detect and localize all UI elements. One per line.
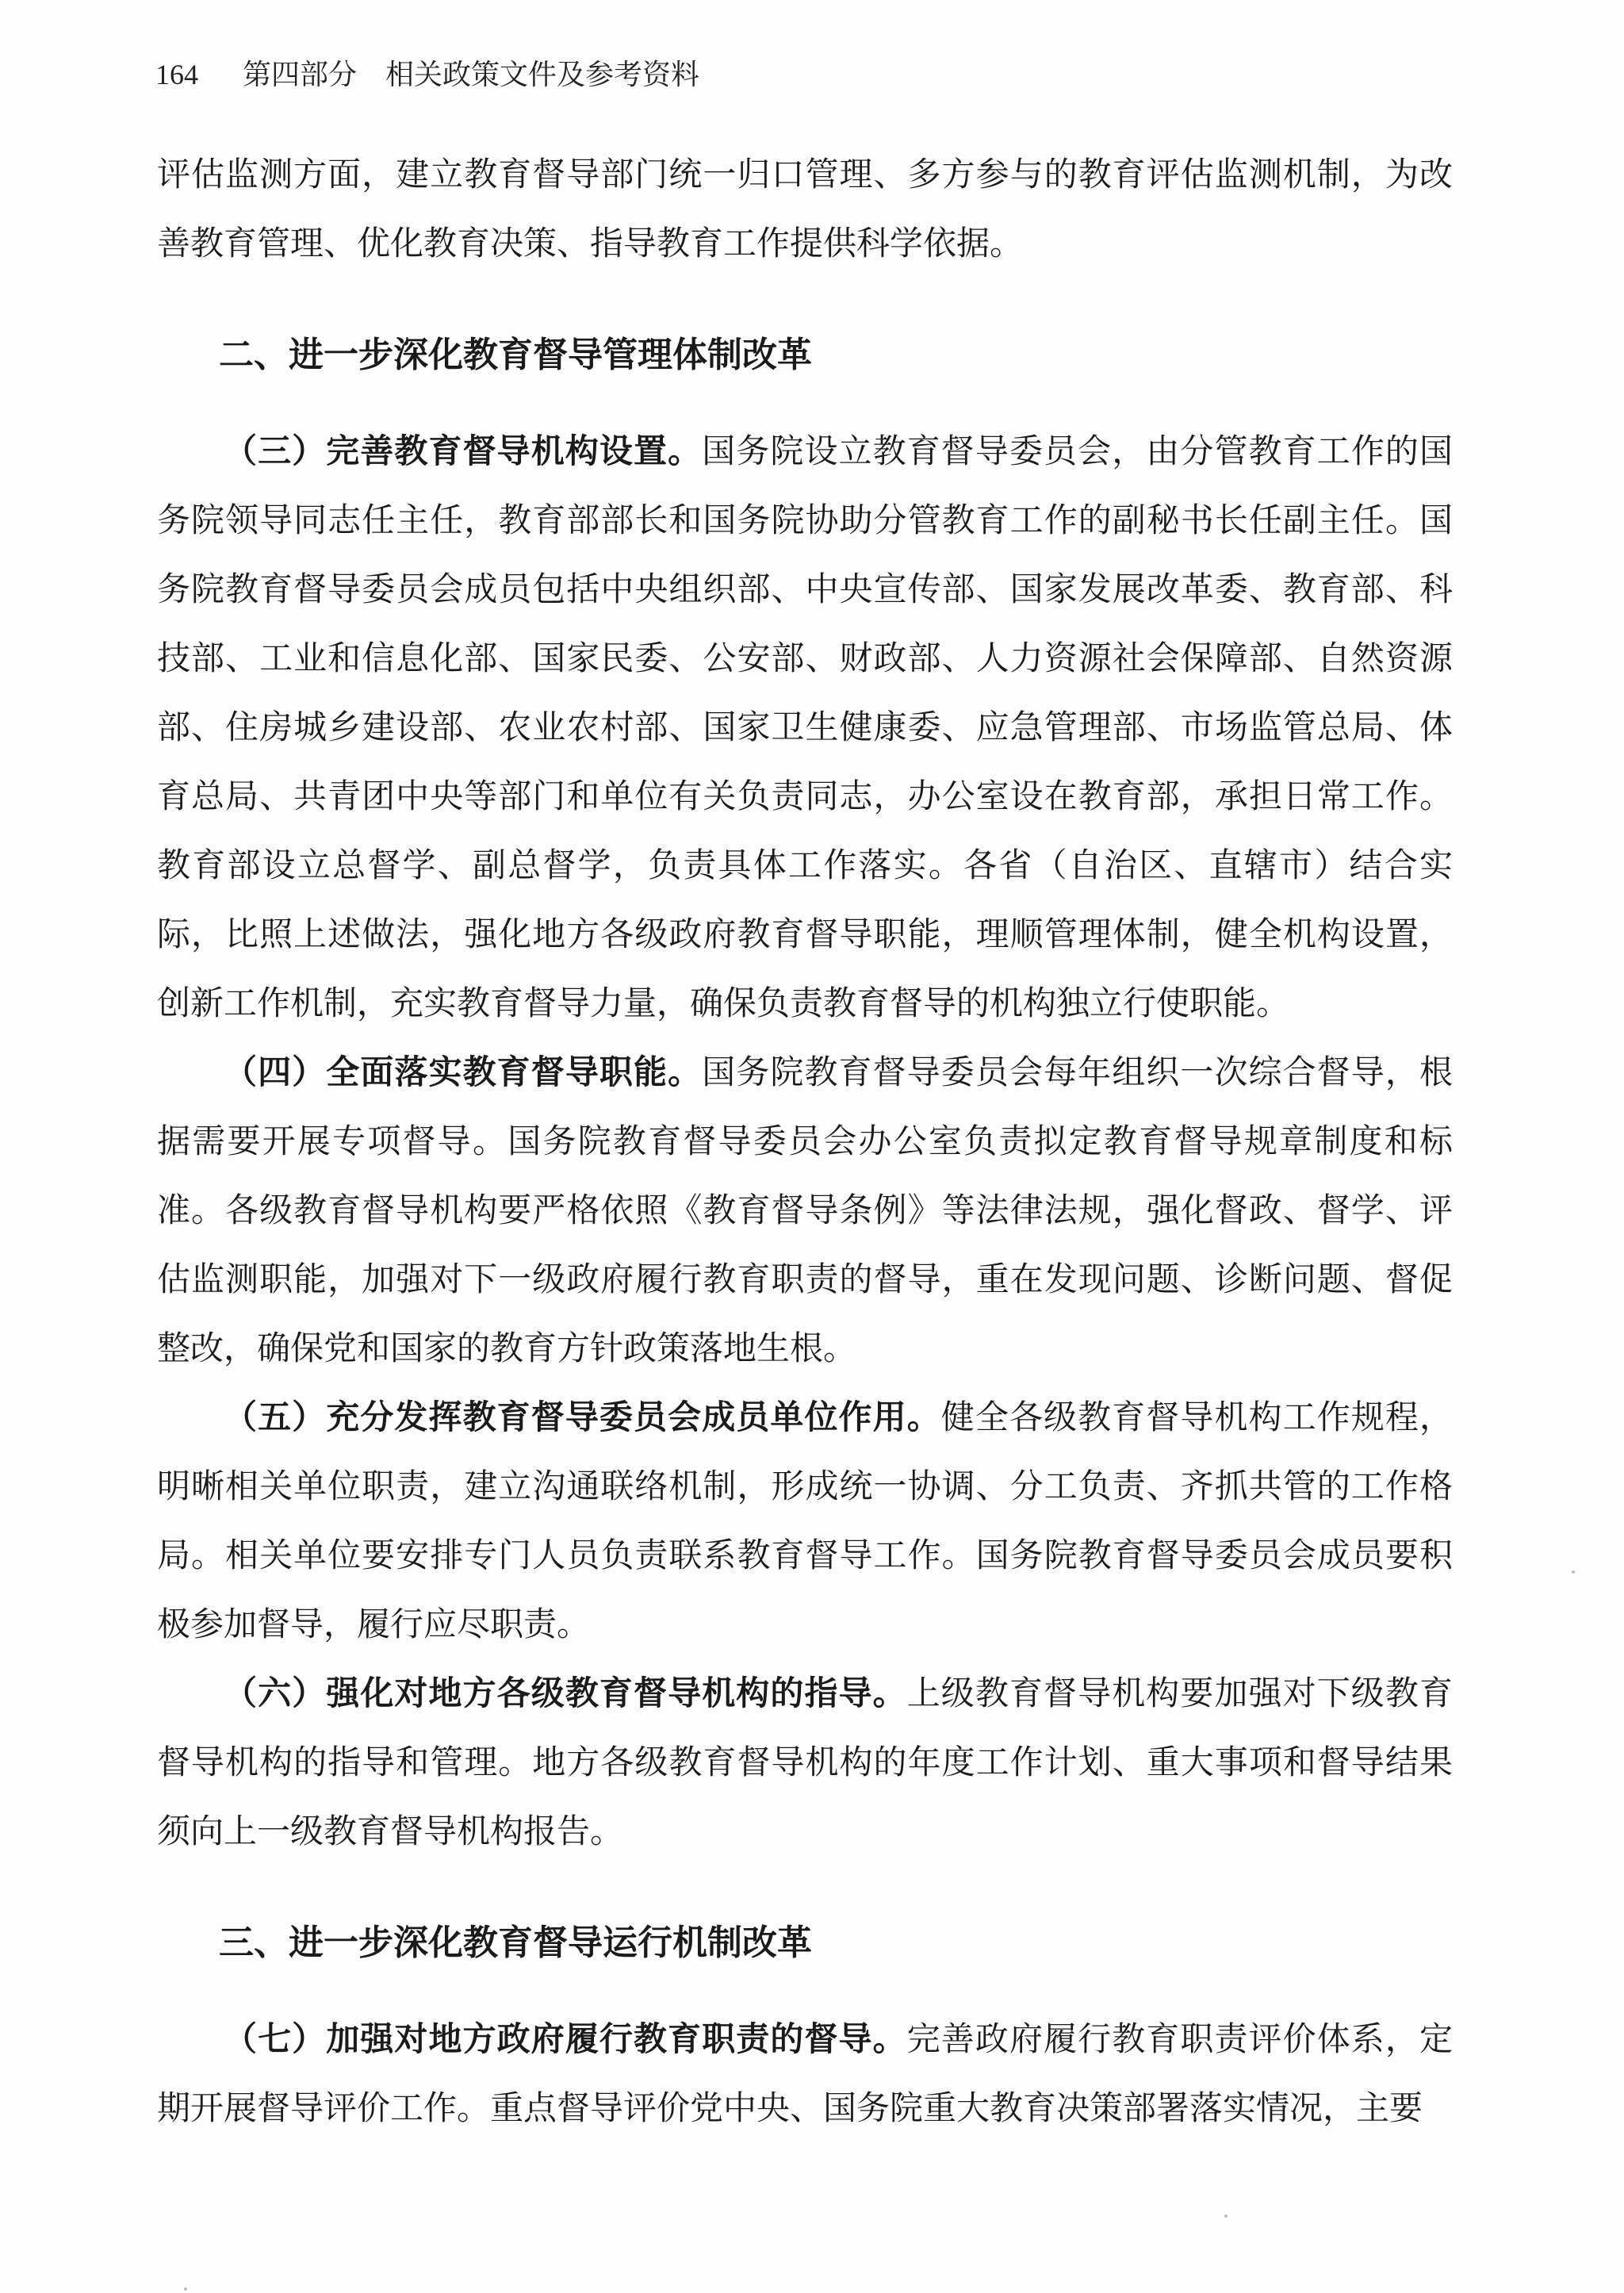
part-label: 第四部分 (243, 59, 358, 91)
paragraph-3 (157, 416, 1453, 1037)
continued-paragraph: 评估监测方面，建立教育督导部门统一归口管理、多方参与的教育评估监测机制，为改善教育管理、优化教育决策、指导教育工作提供科学依据。 (157, 155, 1453, 263)
paragraph-4 (157, 1037, 1453, 1382)
paragraph-6 (157, 1658, 1453, 1865)
paragraph-6-lead: （六）强化对地方各级教育督导机构的指导。 (224, 1674, 907, 1712)
paragraph-4-body: 国务院教育督导委员会每年组织一次综合督导，根据需要开展专项督导。国务院教育督导委员会办公室负责拟定教育督导规章制度和标准。各级教育督导机构要严格依照《教育督导条例》等法律法规，强化督政、督学、评估监测职能，加强对下一级政府履行教育职责的督导，重在发现问题、诊断问题、督促整改，确保党和国家的教育方针政策落地生根。 (157, 1053, 1453, 1367)
paragraph-3-body: 国务院设立教育督导委员会，由分管教育工作的国务院领导同志任主任，教育部部长和国务院协助分管教育工作的副秘书长任副主任。国务院教育督导委员会成员包括中央组织部、中央宣传部、国家发展改革委、教育部、科技部、工业和信息化部、国家民委、公安部、财政部、人力资源社会保障部、自然资源部、住房城乡建设部、农业农村部、国家卫生健康委、应急管理部、市场监管总局、体育总局、共青团中央等部门和单位有关负责同志，办公室设在教育部，承担日常工作。教育部设立总督学、副总督学，负责具体工作落实。各省（自治区、直辖市）结合实际，比照上述做法，强化地方各级政府教育督导职能，理顺管理体制，健全机构设置，创新工作机制，充实教育督导力量，确保负责教育督导的机构独立行使职能。 (157, 431, 1453, 1022)
body-text (157, 140, 1453, 2142)
running-header (155, 57, 699, 93)
paragraph-3-lead: （三）完善教育督导机构设置。 (224, 431, 703, 470)
paragraph-4-lead: （四）全面落实教育督导职能。 (224, 1053, 703, 1091)
section-heading-2: 二、进一步深化教育督导管理体制改革 (219, 335, 812, 375)
paragraph-5-lead: （五）充分发挥教育督导委员会成员单位作用。 (224, 1398, 941, 1436)
paragraph-7-body: 完善政府履行教育职责评价体系，定期开展督导评价工作。重点督导评价党中央、国务院重大教育决策部署落实情况，主要 (157, 2019, 1453, 2127)
paragraph-6-body: 上级教育督导机构要加强对下级教育督导机构的指导和管理。地方各级教育督导机构的年度工作计划、重大事项和督导结果须向上一级教育督导机构报告。 (157, 1674, 1453, 1850)
scan-speck (1224, 2214, 1228, 2218)
scan-speck (1572, 1570, 1575, 1574)
scan-speck (184, 2287, 187, 2291)
paragraph-7 (157, 2004, 1453, 2142)
page-number: 164 (155, 59, 198, 90)
paragraph-7-lead: （七）加强对地方政府履行教育职责的督导。 (224, 2019, 907, 2058)
paragraph-5 (157, 1382, 1453, 1658)
paragraph-5-body: 健全各级教育督导机构工作规程，明晰相关单位职责，建立沟通联络机制，形成统一协调、分工负责、齐抓共管的工作格局。相关单位要安排专门人员负责联系教育督导工作。国务院教育督导委员会成员要积极参加督导，履行应尽职责。 (157, 1398, 1453, 1643)
header-title: 相关政策文件及参考资料 (385, 59, 700, 91)
section-heading-3: 三、进一步深化教育督导运行机制改革 (219, 1923, 812, 1963)
